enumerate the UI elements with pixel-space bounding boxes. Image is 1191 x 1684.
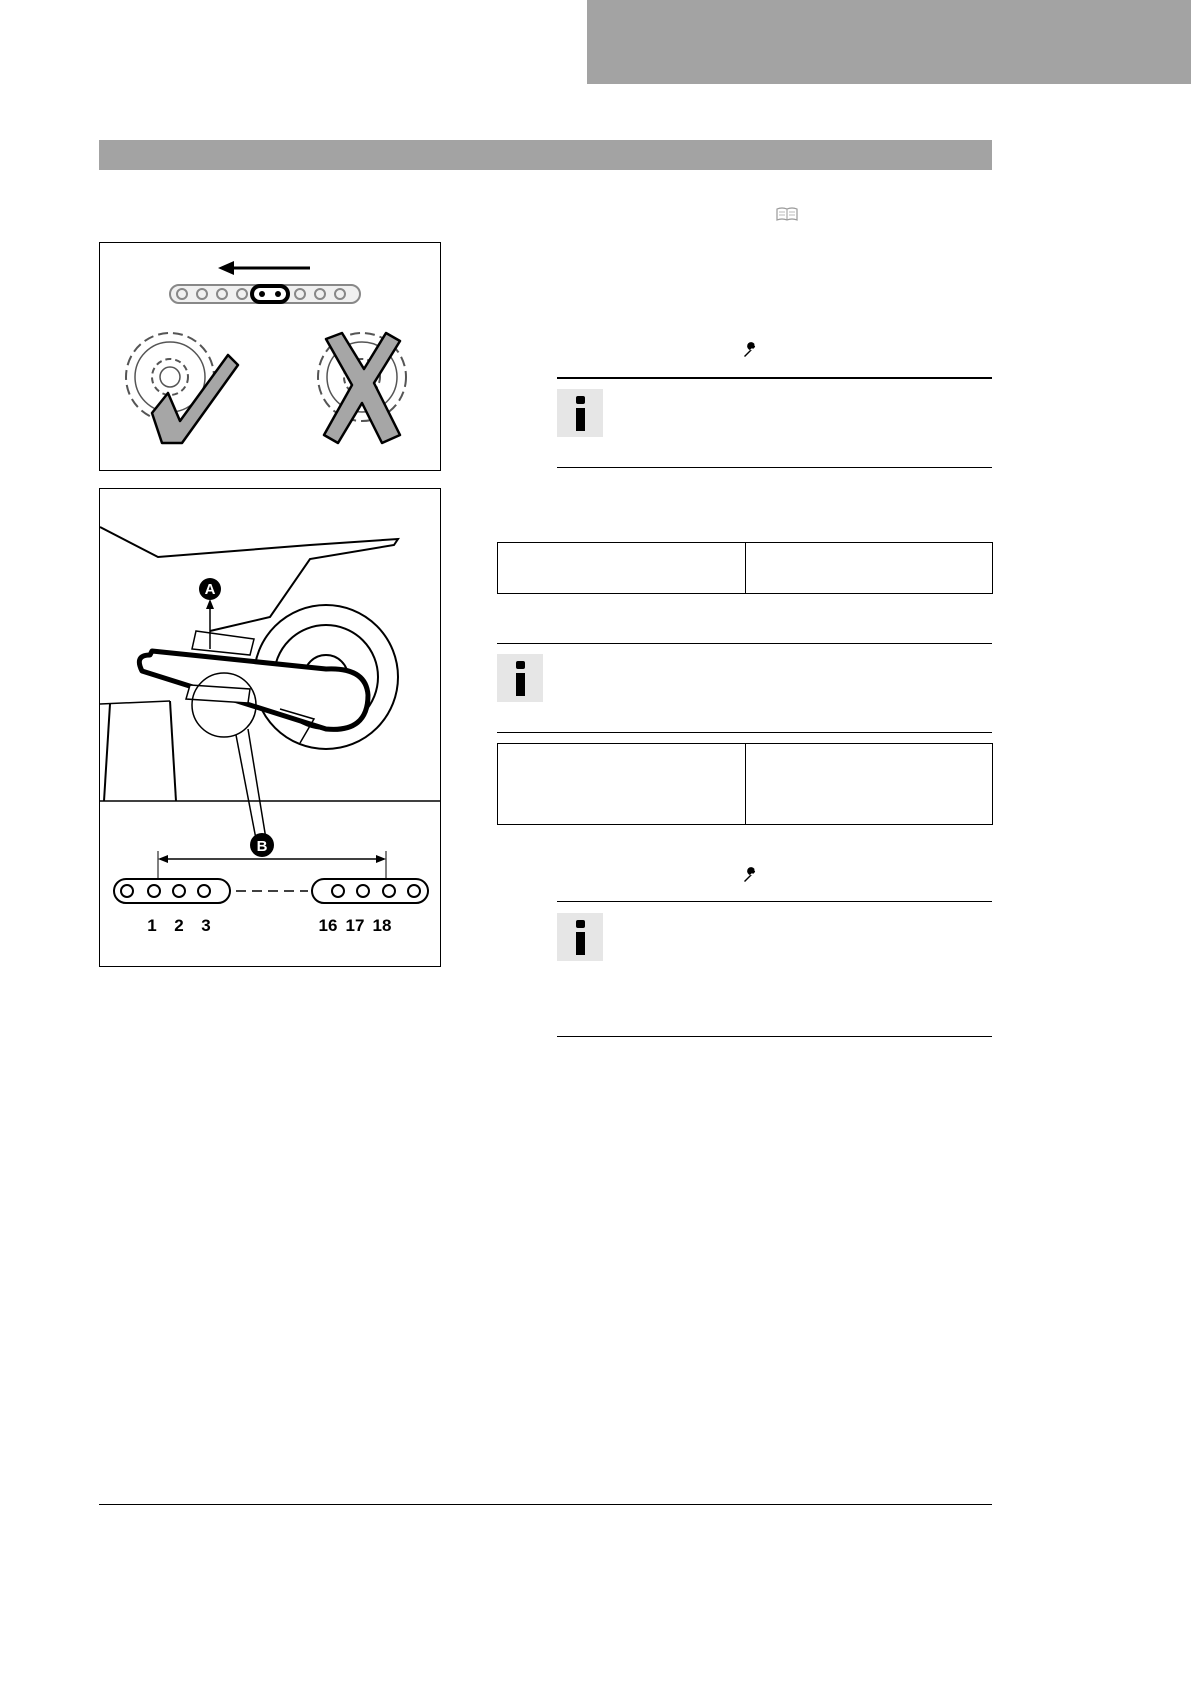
spec-label-cell	[498, 744, 746, 825]
spec-table	[497, 743, 993, 825]
master-link	[252, 286, 288, 302]
info-rule-bottom	[557, 1036, 992, 1037]
wrench-icon	[742, 341, 760, 359]
link-number: 17	[345, 916, 365, 935]
info-icon	[557, 913, 603, 961]
svg-text:A: A	[204, 581, 216, 598]
link-number: 3	[201, 916, 211, 935]
link-number: 1	[147, 916, 157, 935]
info-rule-top	[557, 377, 992, 379]
svg-text:B: B	[256, 838, 268, 855]
link-number: 18	[372, 916, 392, 935]
figure-chain-wear	[99, 488, 441, 967]
info-rule-bottom	[497, 732, 992, 733]
page-header-tab	[587, 0, 1191, 84]
info-rule-top	[557, 901, 992, 902]
info-icon	[497, 654, 543, 702]
link-number: 2	[174, 916, 184, 935]
spec-value-cell	[746, 744, 993, 825]
info-icon	[557, 389, 603, 437]
info-rule-bottom	[557, 467, 992, 468]
spec-label-cell	[498, 543, 746, 594]
book-icon	[776, 206, 798, 222]
figure-chain-direction	[99, 242, 441, 471]
footer-rule	[99, 1504, 992, 1505]
chain-direction-illustration	[100, 243, 440, 470]
link-number: 16	[318, 916, 338, 935]
section-heading-bar	[99, 140, 992, 170]
spec-value-cell	[746, 543, 993, 594]
spec-table	[497, 542, 993, 594]
info-rule-top	[497, 643, 992, 644]
wrench-icon	[742, 866, 760, 884]
